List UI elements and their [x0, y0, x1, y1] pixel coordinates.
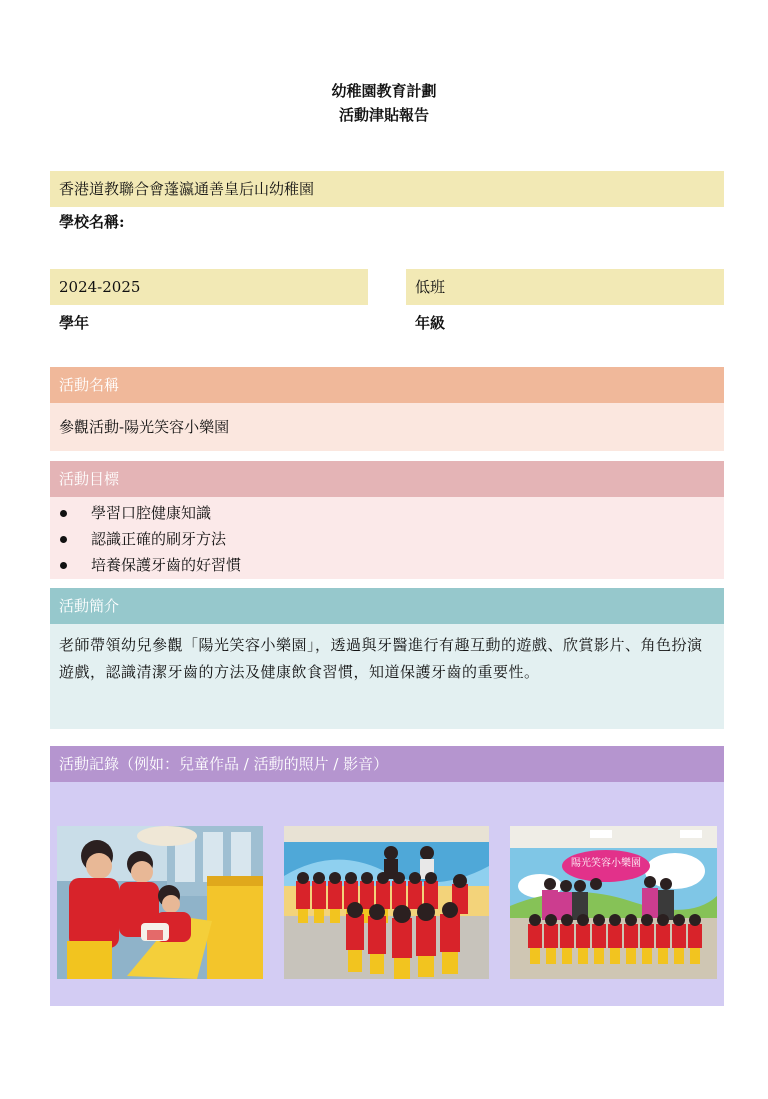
document-title: 幼稚園教育計劃	[331, 82, 437, 100]
school-name-field: 香港道教聯合會蓬瀛通善皇后山幼稚園	[50, 171, 724, 207]
objective-item: 培養保護牙齒的好習慣	[59, 552, 724, 578]
introduction-heading: 活動簡介	[50, 588, 724, 624]
activity-photo-dental-chair	[57, 826, 263, 979]
document-subtitle: 活動津貼報告	[338, 106, 429, 124]
activity-name-heading: 活動名稱	[50, 367, 724, 403]
activity-name-value: 參觀活動-陽光笑容小樂園	[50, 403, 724, 451]
school-name-label: 學校名稱:	[59, 213, 125, 231]
school-year-label: 學年	[59, 314, 90, 332]
objective-item: 學習口腔健康知識	[59, 500, 724, 526]
records-heading: 活動記錄（例如：兒童作品 / 活動的照片 / 影音）	[50, 746, 724, 782]
activity-photo-children-group	[284, 826, 489, 979]
objectives-list	[59, 500, 724, 578]
grade-label: 年級	[415, 314, 446, 332]
objective-item: 認識正確的刷牙方法	[59, 526, 724, 552]
sign-text: 陽光笑容小樂園	[571, 858, 641, 869]
grade-field: 低班	[406, 269, 724, 305]
objectives-heading: 活動目標	[50, 461, 724, 497]
activity-photo-group-sign	[510, 826, 717, 979]
objectives-body	[50, 497, 724, 579]
introduction-text: 老師帶領幼兒參觀「陽光笑容小樂園」，透過與牙醫進行有趣互動的遊戲、欣賞影片、角色扮演遊戲，認識清潔牙齒的方法及健康飲食習慣，知道保護牙齒的重要性。	[50, 624, 724, 729]
school-year-field: 2024-2025	[50, 269, 368, 305]
